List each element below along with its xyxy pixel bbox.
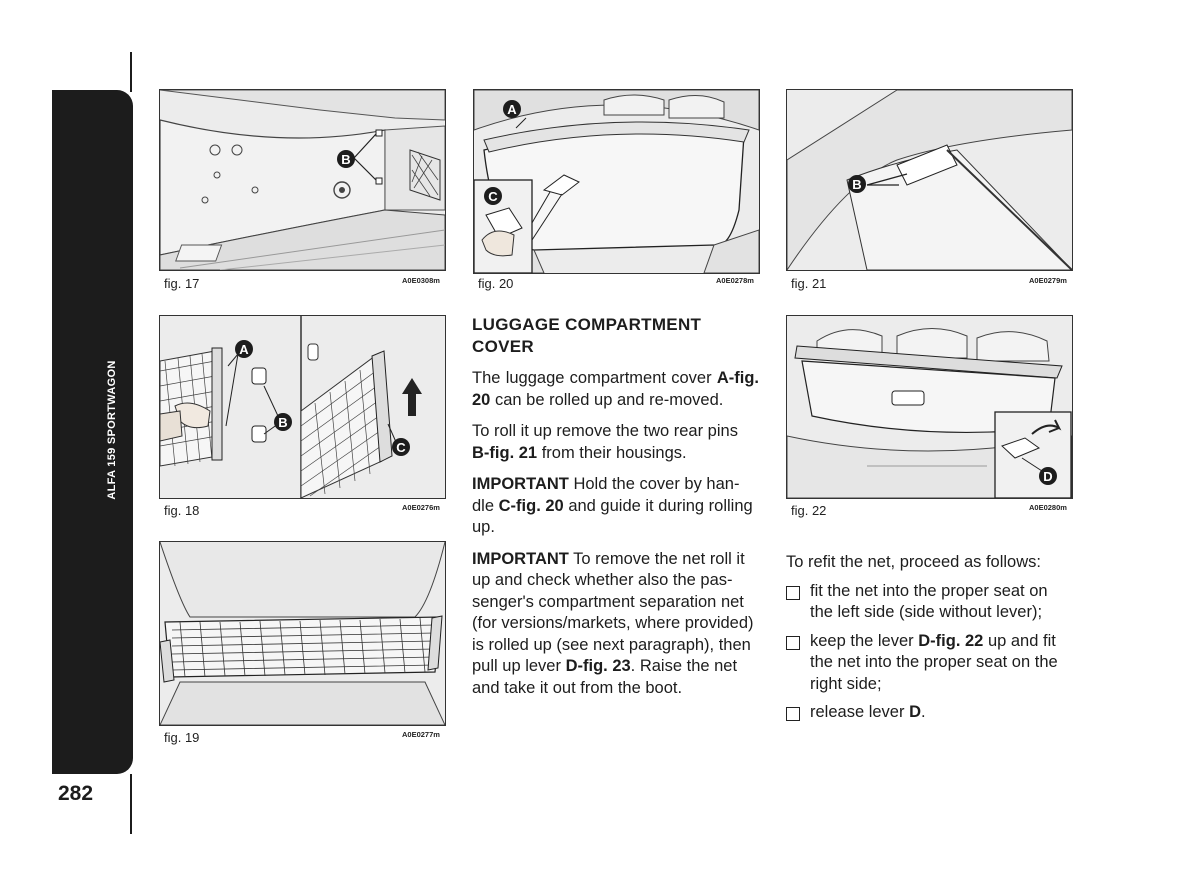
figure-21-label: fig. 21 — [791, 276, 827, 291]
side-tab-title: ALFA 159 SPORTWAGON — [106, 360, 118, 500]
checkbox-bullet-icon — [786, 636, 800, 650]
figure-20-illustration — [473, 89, 760, 274]
figure-20-label: fig. 20 — [478, 276, 514, 291]
reference-a-fig-20: A-fig. 20 — [472, 369, 759, 409]
callout-b — [848, 175, 866, 193]
figure-22-illustration — [786, 315, 1073, 499]
section-side-tab — [52, 90, 133, 774]
callout-b — [337, 150, 355, 168]
callout-a — [235, 340, 253, 358]
callout-c — [392, 438, 410, 456]
figure-22-code: A0E0280m — [1029, 503, 1067, 512]
figure-17-code: A0E0308m — [402, 276, 440, 285]
svg-text:B: B — [278, 415, 288, 430]
figure-18-label: fig. 18 — [164, 503, 200, 518]
figure-17-illustration — [159, 89, 446, 271]
figure-19-label: fig. 19 — [164, 730, 200, 745]
svg-text:C: C — [488, 189, 498, 204]
list-item: keep the lever D-fig. 22 up and fit the net into the proper seat on the right side; — [786, 631, 1074, 696]
paragraph-1: The luggage compartment cover A-fig. 20 can be rolled up and re-moved. — [472, 369, 759, 409]
figure-22-label: fig. 22 — [791, 503, 827, 518]
figure-18-code: A0E0276m — [402, 503, 440, 512]
important-label: IMPORTANT — [472, 549, 569, 568]
checkbox-bullet-icon — [786, 707, 800, 721]
reference-b-fig-21: B-fig. 21 — [472, 443, 538, 462]
reference-d-fig-23: D-fig. 23 — [565, 657, 631, 675]
luggage-cover-section — [472, 314, 759, 699]
figure-19-code: A0E0277m — [402, 730, 440, 739]
figure-20-code: A0E0278m — [716, 276, 754, 285]
svg-text:B: B — [852, 177, 862, 192]
svg-text:B: B — [341, 152, 351, 167]
svg-text:A: A — [239, 342, 249, 357]
list-item: release lever D. — [786, 702, 1074, 724]
callout-a — [503, 100, 521, 118]
list-item: fit the net into the proper seat on the left side (side without lever); — [786, 581, 1074, 624]
figure-18-illustration — [159, 315, 446, 499]
reference-c-fig-20: C-fig. 20 — [498, 496, 564, 515]
refit-intro: To refit the net, proceed as follows: — [786, 553, 1041, 571]
reference-d-fig-22: D-fig. 22 — [918, 631, 984, 650]
svg-text:C: C — [396, 440, 406, 455]
tab-line-bottom — [130, 774, 132, 834]
section-heading-line1: LUGGAGE COMPARTMENT — [472, 315, 702, 334]
figure-21-illustration — [786, 89, 1073, 271]
figure-17-label: fig. 17 — [164, 276, 200, 291]
refit-instructions — [786, 552, 1074, 724]
figure-21-code: A0E0279m — [1029, 276, 1067, 285]
paragraph-4: IMPORTANT To remove the net roll it up and check whether also the pas-senger's compartment separation net (for versions/markets, where provided) is rolled up (see next paragraph), then pull up lever D-fig. 23. Raise the net and take it out from the boot. — [472, 549, 754, 697]
figure-19-illustration — [159, 541, 446, 726]
svg-text:A: A — [507, 102, 517, 117]
callout-c — [484, 187, 502, 205]
reference-d: D — [909, 703, 921, 721]
tab-line-top — [130, 52, 132, 92]
section-heading — [472, 314, 759, 358]
callout-d — [1039, 467, 1057, 485]
section-heading-line2: COVER — [472, 337, 534, 356]
paragraph-2: To roll it up remove the two rear pins B-fig. 21 from their housings. — [472, 422, 738, 462]
callout-b — [274, 413, 292, 431]
page-number: 282 — [58, 782, 94, 805]
important-label: IMPORTANT — [472, 475, 569, 493]
paragraph-3: IMPORTANT Hold the cover by han-dle C-fig. 20 and guide it during rolling up. — [472, 475, 753, 536]
svg-text:D: D — [1043, 469, 1053, 484]
checkbox-bullet-icon — [786, 586, 800, 600]
